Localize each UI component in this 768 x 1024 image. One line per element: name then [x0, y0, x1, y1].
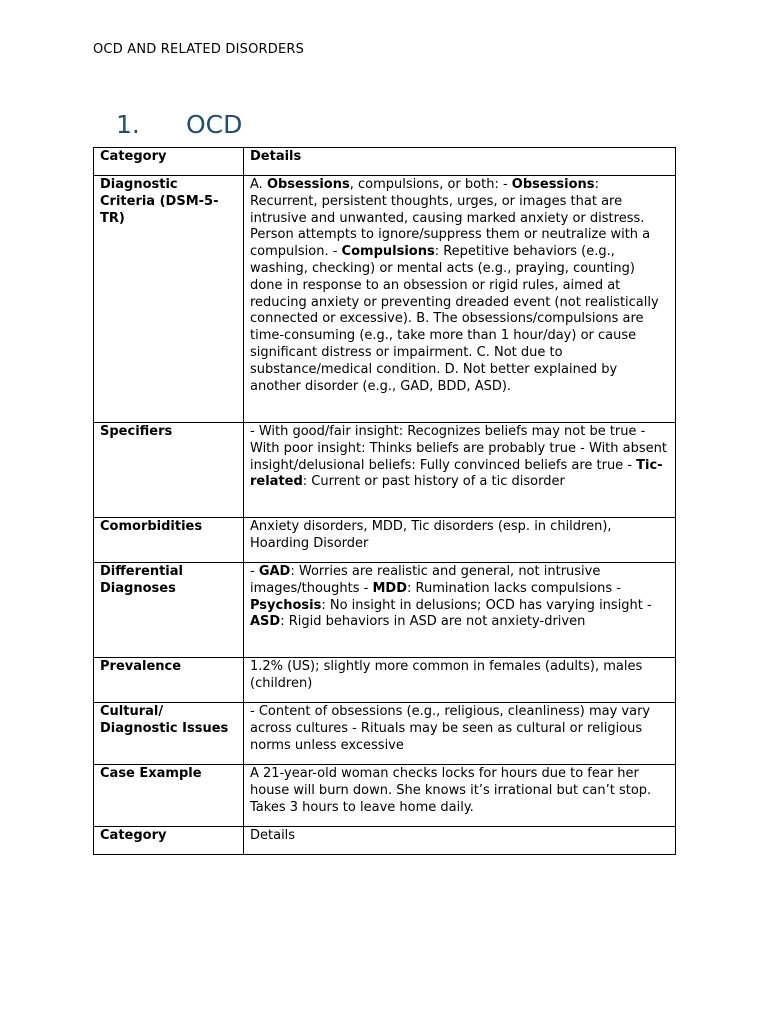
details-cell [244, 703, 676, 765]
header-details-cell: Details [244, 148, 676, 176]
detail-text: : Current or past history of a tic disorder [302, 474, 565, 490]
section-heading [116, 110, 242, 139]
details-cell [244, 563, 676, 658]
bold-term: Compulsions [341, 244, 435, 260]
header-category-cell: Category [94, 148, 244, 176]
detail-text: - With good/fair insight: Recognizes beliefs may not be true - With poor insight: Thinks beliefs are probably true - With absent insight/delusional beliefs: Fully convinced beliefs are true - [250, 424, 667, 473]
detail-text: : Worries are realistic and general, not intrusive images/thoughts - [250, 564, 601, 596]
details-cell [244, 658, 676, 703]
detail-text: 1.2% (US); slightly more common in females (adults), males (children) [250, 659, 643, 691]
detail-text: : Recurrent, persistent thoughts, urges, or images that are intrusive and unwanted, causing marked anxiety or distress. Person attempts to ignore/suppress them or neutralize with a compulsion. - [250, 177, 651, 260]
detail-text: , compulsions, or both: - [349, 177, 512, 192]
bold-term: Obsessions [266, 177, 350, 192]
detail-text: A 21-year-old woman checks locks for hours due to fear her house will burn down. She knows it’s irrational but can’t stop. Takes 3 hours to leave home daily. [250, 766, 652, 815]
table-row [94, 703, 676, 765]
table-row [94, 658, 676, 703]
table-row [94, 518, 676, 563]
bold-term: Obsessions [511, 177, 595, 192]
table-row [94, 765, 676, 827]
details-cell [244, 518, 676, 563]
footer-details-cell: Details [244, 827, 676, 855]
table-header-row [94, 148, 676, 176]
detail-text: : Repetitive behaviors (e.g., washing, checking) or mental acts (e.g., praying, counting) done in response to an obsession or rigid rules, aimed at reducing anxiety or preventing dreaded event (not realistically connected or excessive). B. The obsessions/compulsions are time-consuming (e.g., take more than 1 hour/day) or cause significant distress or impairment. C. Not due to substance/medical condition. D. Not better explained by another disorder (e.g., GAD, BDD, ASD). [250, 244, 659, 394]
category-cell: Comorbidities [94, 518, 244, 563]
page-header: OCD AND RELATED DISORDERS [93, 42, 305, 57]
bold-term: ASD [250, 614, 281, 630]
details-cell [244, 176, 676, 423]
category-cell: Differential Diagnoses [94, 563, 244, 658]
bold-term: MDD [372, 580, 408, 596]
category-cell: Diagnostic Criteria (DSM-5-TR) [94, 176, 244, 423]
detail-text: - Content of obsessions (e.g., religious, cleanliness) may vary across cultures - Rituals may be seen as cultural or religious norms unless excessive [250, 704, 651, 753]
detail-text: Anxiety disorders, MDD, Tic disorders (esp. in children), Hoarding Disorder [250, 519, 612, 551]
bold-term: Psychosis [250, 597, 322, 613]
bold-term: GAD [258, 564, 291, 579]
table-row [94, 563, 676, 658]
detail-text: : Rumination lacks compulsions - [407, 580, 621, 596]
table-row [94, 176, 676, 423]
section-number: 1. [116, 110, 140, 139]
detail-text: : Rigid behaviors in ASD are not anxiety-driven [280, 614, 586, 630]
section-title: OCD [186, 110, 243, 139]
bold-term: Tic-related [250, 457, 663, 490]
category-cell: Specifiers [94, 423, 244, 518]
ocd-table [93, 147, 676, 855]
details-cell [244, 765, 676, 827]
detail-text: : No insight in delusions; OCD has varying insight - [321, 597, 652, 613]
category-cell: Cultural/ Diagnostic Issues [94, 703, 244, 765]
detail-text: A. [250, 177, 267, 192]
footer-category-cell: Category [94, 827, 244, 855]
detail-text: - [250, 564, 259, 579]
details-cell [244, 423, 676, 518]
category-cell: Case Example [94, 765, 244, 827]
table-footer-row [94, 827, 676, 855]
category-cell: Prevalence [94, 658, 244, 703]
table-row [94, 423, 676, 518]
